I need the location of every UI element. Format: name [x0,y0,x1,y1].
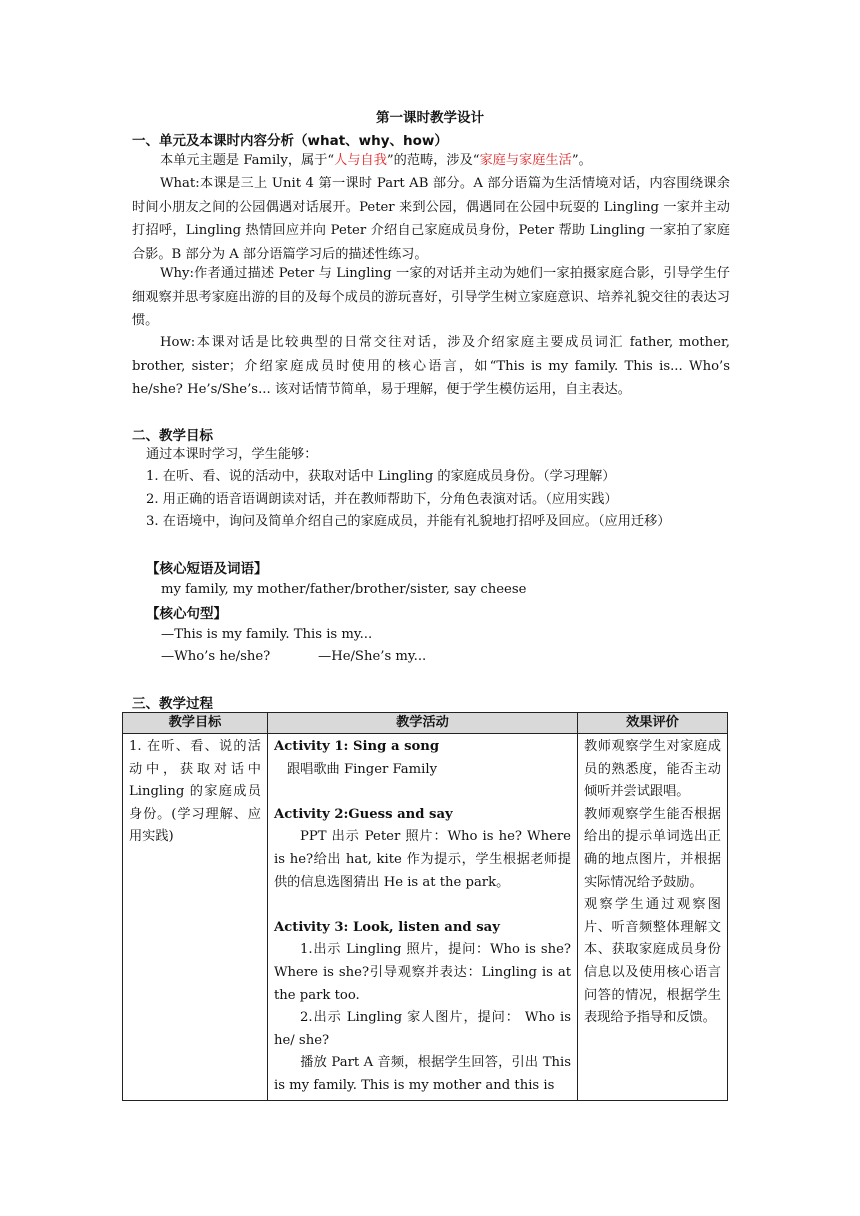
section-3-heading: 三、教学过程 [132,696,213,712]
activity-1-text: 跟唱歌曲 Finger Family [287,761,438,777]
core-sentence-heading: 【核心句型】 [146,606,227,622]
table-row [123,734,728,1101]
activity-2-title: Activity 2:Guess and say [274,806,453,822]
document-title: 第一课时教学设计 [376,110,484,126]
theme-text-post: ”。 [571,153,592,168]
theme-paragraph [132,149,730,173]
activity-3-text-1: 1.出示 Lingling 照片，提问：Who is she? Where is she?引导观察并表达：Lingling is at the park too. [274,942,571,1003]
activity-3-text-3: 播放 Part A 音频，根据学生回答，引出 This is my family. This is my mother and this is [274,1055,571,1093]
activity-1-line [274,759,571,782]
evaluation-1: 教师观察学生对家庭成员的熟悉度，能否主动倾听并尝试跟唱。 [584,739,721,800]
why-paragraph [132,262,730,333]
header-goal: 教学目标 [123,713,268,734]
core-vocab-heading: 【核心短语及词语】 [146,561,268,577]
evaluation-3: 观察学生通过观察图片、听音频整体理解文本、获取家庭成员身份信息以及使用核心语言问答的情况，根据学生表现给予指导和反馈。 [584,897,721,1026]
activity-1-title: Activity 1: Sing a song [274,739,440,754]
evaluation-cell [578,734,728,1101]
goal-2: 2. 用正确的语音语调朗读对话，并在教师帮助下，分角色表演对话。（应用实践） [146,492,618,507]
theme-highlight-family-life: 家庭与家庭生活 [479,153,572,168]
table-header-row [123,713,728,734]
theme-text-pre: 本单元主题是 Family，属于“ [160,153,335,168]
activity-3-para-1 [274,939,571,1007]
goal-cell [123,734,268,1101]
goal-3: 3. 在语境中，询问及简单介绍自己的家庭成员，并能有礼貌地打招呼及回应。（应用迁移） [146,514,671,529]
theme-text-mid: ”的范畴，涉及“ [386,153,480,168]
activity-cell [268,734,578,1101]
activity-2-text: PPT 出示 Peter 照片：Who is he? Where is he?给出 hat, kite 作为提示，学生根据老师提供的信息选图猜出 He is at the park。 [274,829,571,890]
section-1-heading: 一、单元及本课时内容分析（what、why、how） [132,133,448,149]
what-text: What:本课是三上 Unit 4 第一课时 Part AB 部分。A 部分语篇为生活情境对话，内容围绕课余时间小朋友之间的公园偶遇对话展开。Peter 来到公园，偶遇同在公园中玩耍的 Lingling 一家并主动打招呼，Lingling 热情回应并向 Peter 介绍自己家庭成员身份，Peter 帮助 Lingling 一家拍了家庭合影。B 部分为 A 部分语篇学习后的描述性练习。 [132,176,730,262]
activity-3-para-2 [274,1007,571,1052]
header-activity: 教学活动 [268,713,578,734]
goal-cell-text: 1. 在听、看、说的活动中，获取对话中 Lingling 的家庭成员身份。(学习理解、应用实践) [129,739,261,845]
activity-3-text-2: 2.出示 Lingling 家人图片，提问： Who is he/ she? [274,1010,571,1048]
core-vocab: my family, my mother/father/brother/sister, say cheese [161,582,527,597]
section-2-heading: 二、教学目标 [132,428,213,444]
activity-3-para-3 [274,1052,571,1097]
activity-2-para [274,826,571,894]
core-sentence-1: —This is my family. This is my... [161,627,373,642]
core-sentence-2-question: —Who’s he/she? [161,649,271,664]
theme-highlight-self: 人与自我 [334,153,387,168]
goal-1: 1. 在听、看、说的活动中，获取对话中 Lingling 的家庭成员身份。（学习理解） [146,469,616,484]
header-evaluation: 效果评价 [578,713,728,734]
how-text: How:本课对话是比较典型的日常交往对话，涉及介绍家庭主要成员词汇 father, mother, brother, sister；介绍家庭成员时使用的核心语言，如“This is my family. This is... Who’s he/she? He’s/She’s... 该对话情节简单，易于理解，便于学生模仿运用，自主表达。 [132,335,730,397]
teaching-process-table [122,712,728,1101]
goals-intro: 通过本课时学习，学生能够： [146,447,318,462]
why-text: Why:作者通过描述 Peter 与 Lingling 一家的对话并主动为她们一家拍摄家庭合影，引导学生仔细观察并思考家庭出游的目的及每个成员的游玩喜好，引导学生树立家庭意识、培养礼貌交往的表达习惯。 [132,266,730,328]
core-sentence-2-answer: —He/She’s my... [318,649,427,664]
what-paragraph [132,172,730,266]
evaluation-2: 教师观察学生能否根据给出的提示单词选出正确的地点图片，并根据实际情况给予鼓励。 [584,806,721,890]
activity-3-title: Activity 3: Look, listen and say [274,919,500,935]
how-paragraph [132,331,730,402]
